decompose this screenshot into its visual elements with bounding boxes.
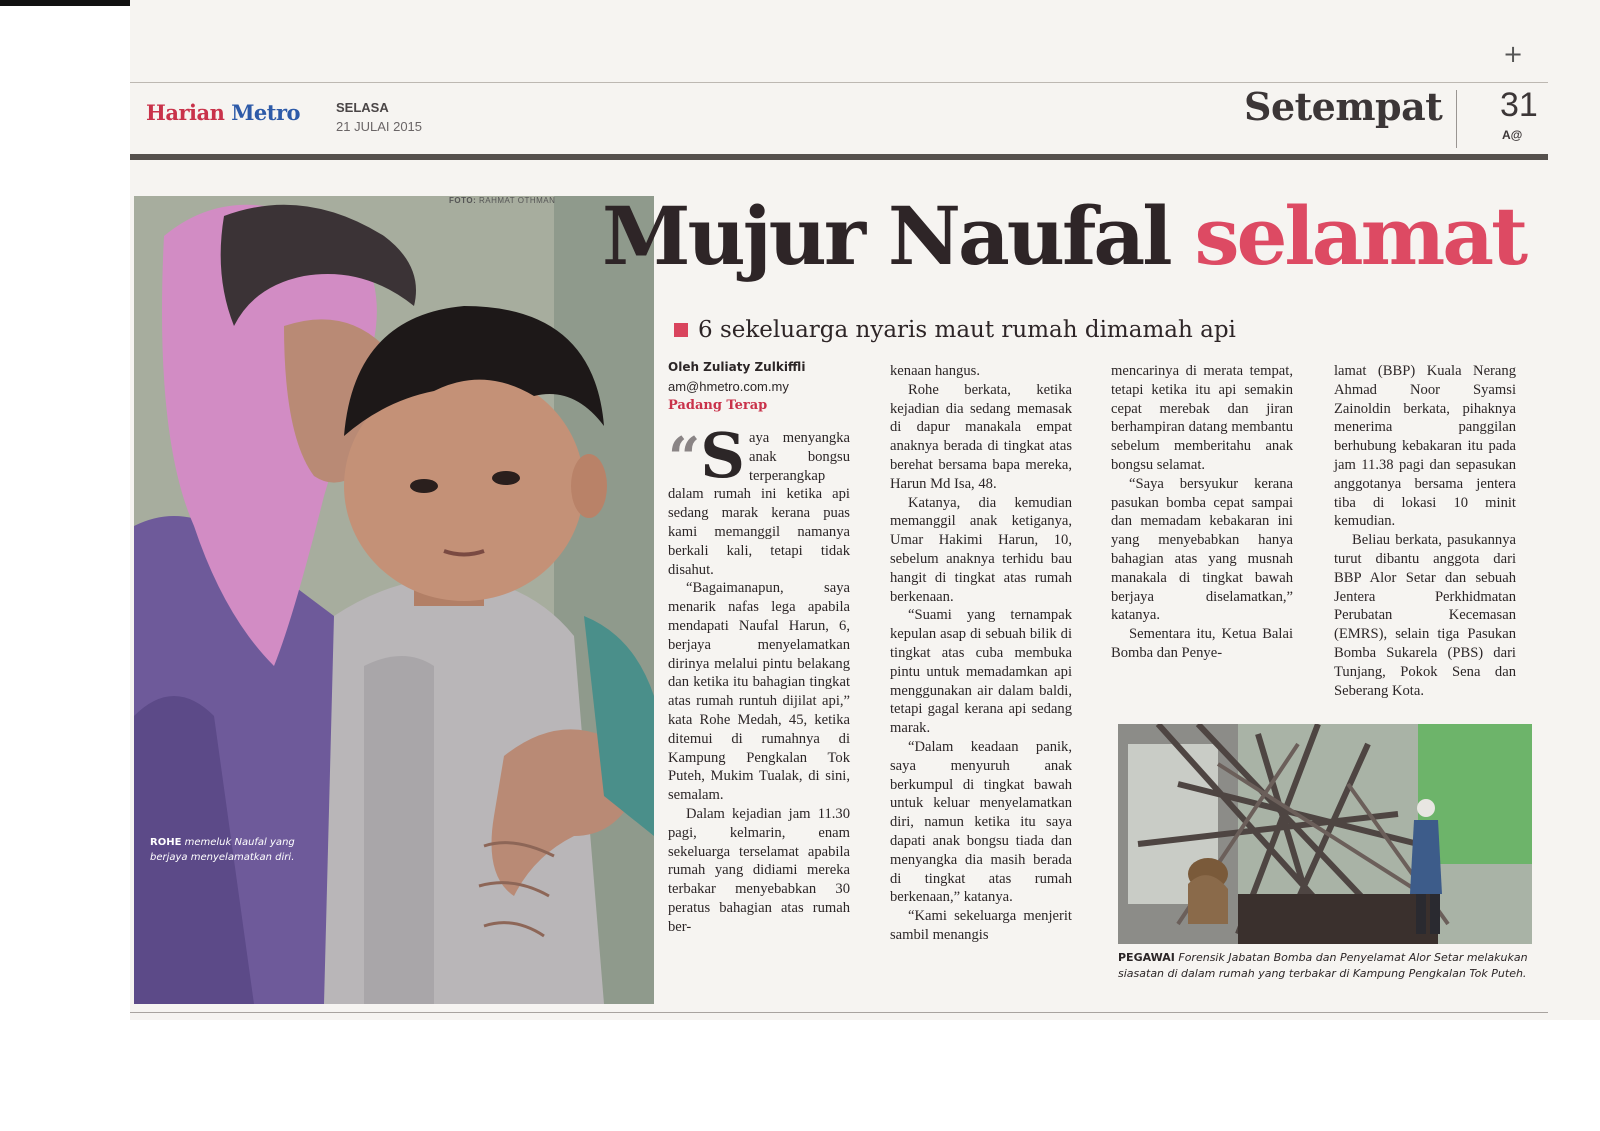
issue-date: 21 JULAI 2015 xyxy=(336,119,423,134)
paragraph: “Saya bersyukur kerana pasukan bomba cepat sampai dan memadam kebakaran ini yang menyebabkan hanya bahagian atas yang musnah manakala di tingkat bawah berjaya diselamatkan,” katanya. xyxy=(1111,475,1293,624)
paragraph: Sementara itu, Ketua Balai Bomba dan Penye- xyxy=(1111,626,1293,661)
brand-name-part2: Metro xyxy=(231,100,301,125)
author-email: am@hmetro.com.my xyxy=(668,379,789,394)
paragraph xyxy=(668,419,850,579)
issue-day: SELASA xyxy=(336,100,389,115)
article-column-3 xyxy=(1111,362,1293,663)
paragraph: mencarinya di merata tempat, tetapi ketika itu api semakin cepat merebak dan jiran berhampiran datang membantu sebelum memberitahu anak bongsu selamat. xyxy=(1111,363,1293,473)
paragraph: “Dalam keadaan panik, saya menyuruh anak berkumpul di tingkat bawah untuk keluar menyelamatkan diri, namun ketika itu saya dapati anak bongsu tiada dan menyangka dia masih berada di tingkat atas rumah berkenaan,” katanya. xyxy=(890,738,1072,906)
page-number: 31 xyxy=(1500,86,1538,124)
paragraph: Dalam kejadian jam 11.30 pagi, kelmarin, enam sekeluarga terselamat apabila rumah yang didiami mereka terbakar menyebabkan 30 peratus bahagian atas rumah ber- xyxy=(668,805,850,935)
fire-photo-caption-text: Forensik Jabatan Bomba dan Penyelamat Alor Setar melakukan siasatan di dalam rumah yang terbakar di Kampung Pengkalan Tok Puteh. xyxy=(1118,951,1528,980)
photo-credit-name: RAHMAT OTHMAN xyxy=(478,196,556,205)
paragraph: Beliau berkata, pasukannya turut dibantu anggota dari BBP Alor Setar dan sebuah Jentera Perkhidmatan Perubatan Kecemasan (EMRS), selain tiga Pasukan Bomba Sukarela (PBS) dari Tunjang, Pokok Sena dan Seberang Kota. xyxy=(1334,532,1516,699)
photo-caption xyxy=(150,836,310,865)
dropcap-quote: “ xyxy=(668,425,701,491)
subheadline xyxy=(698,317,1236,343)
paragraph: Rohe berkata, ketika kejadian dia sedang memasak di dapur manakala empat anaknya berada di tingkat atas berehat bersama bapa mereka, Harun Md Isa, 48. xyxy=(890,381,1072,492)
photo-credit xyxy=(449,196,555,205)
fire-photo-caption-lead: PEGAWAI xyxy=(1118,951,1175,964)
headline xyxy=(602,189,1526,283)
paragraph: Katanya, dia kemudian memanggil anak ketiganya, Umar Hakimi Harun, 10, sebelum anaknya terhidu bau hangit di tingkat atas rumah berkenaan. xyxy=(890,494,1072,605)
headline-part2: selamat xyxy=(1194,189,1526,283)
paragraph: kenaan hangus. xyxy=(890,363,980,379)
fire-photo-caption xyxy=(1118,950,1532,982)
paragraph: “Kami sekeluarga menjerit sambil menangis xyxy=(890,908,1072,943)
page-code: A@ xyxy=(1502,128,1523,142)
paragraph-text: aya menyangka anak bongsu terperangkap dalam rumah ini ketika api sedang marak kerana puas kami memanggil namanya berkali kali, tetapi tidak disahut. xyxy=(668,430,850,578)
dropcap xyxy=(668,419,745,492)
section-divider xyxy=(1456,90,1457,148)
fire-scene-illustration xyxy=(1118,724,1532,944)
header-top-rule xyxy=(130,82,1548,83)
main-photo xyxy=(134,196,654,1004)
fire-scene-photo xyxy=(1118,724,1532,944)
subhead-bullet-icon xyxy=(674,323,688,337)
paragraph: “Bagaimanapun, saya menarik nafas lega apabila mendapati Naufal Harun, 6, berjaya menyelamatkan dirinya melalui pintu belakang dan ketika itu bahagian tingkat atas rumah runtuh dijilat api,” kata Rohe Medah, 45, ketika ditemui di rumahnya di Kampung Pengkalan Tok Puteh, Mukim Tualak, di sini, semalam. xyxy=(668,580,850,804)
article-column-4 xyxy=(1334,362,1516,700)
brand-logo xyxy=(146,100,300,125)
subheadline-text: 6 sekeluarga nyaris maut rumah dimamah api xyxy=(698,317,1236,343)
photo-illustration xyxy=(134,196,654,1004)
section-title: Setempat xyxy=(1244,84,1443,129)
article-column-1 xyxy=(668,358,850,937)
photo-caption-name: ROHE xyxy=(150,837,182,848)
scan-edge xyxy=(0,0,130,6)
dropcap-letter: S xyxy=(700,419,745,492)
dateline: Padang Terap xyxy=(668,398,768,413)
header-bottom-rule xyxy=(130,154,1548,160)
brand-name-part1: Harian xyxy=(146,100,225,125)
paragraph: lamat (BBP) Kuala Nerang Ahmad Noor Syamsi Zainoldin berkata, pihaknya menerima panggilan berhubung kebakaran itu pada jam 11.38 pagi dan sepasukan anggotanya bersama jentera tiba di lokasi 10 minit kemudian. xyxy=(1334,363,1516,530)
headline-part1: Mujur Naufal xyxy=(602,189,1170,283)
byline: Oleh Zuliaty Zulkiffli xyxy=(668,360,806,374)
photo-caption-text: memeluk Naufal yang berjaya menyelamatkan diri. xyxy=(150,837,295,863)
paragraph: “Suami yang ternampak kepulan asap di sebuah bilik di tingkat atas cuba membuka pintu untuk memadamkan api menggunakan air dalam baldi, tetapi gagal kerana api sedang marak. xyxy=(890,607,1072,737)
photo-credit-label: FOTO: xyxy=(449,196,477,205)
crop-mark-icon: + xyxy=(1503,40,1524,68)
article-column-2 xyxy=(890,362,1072,945)
footer-rule xyxy=(130,1012,1548,1013)
